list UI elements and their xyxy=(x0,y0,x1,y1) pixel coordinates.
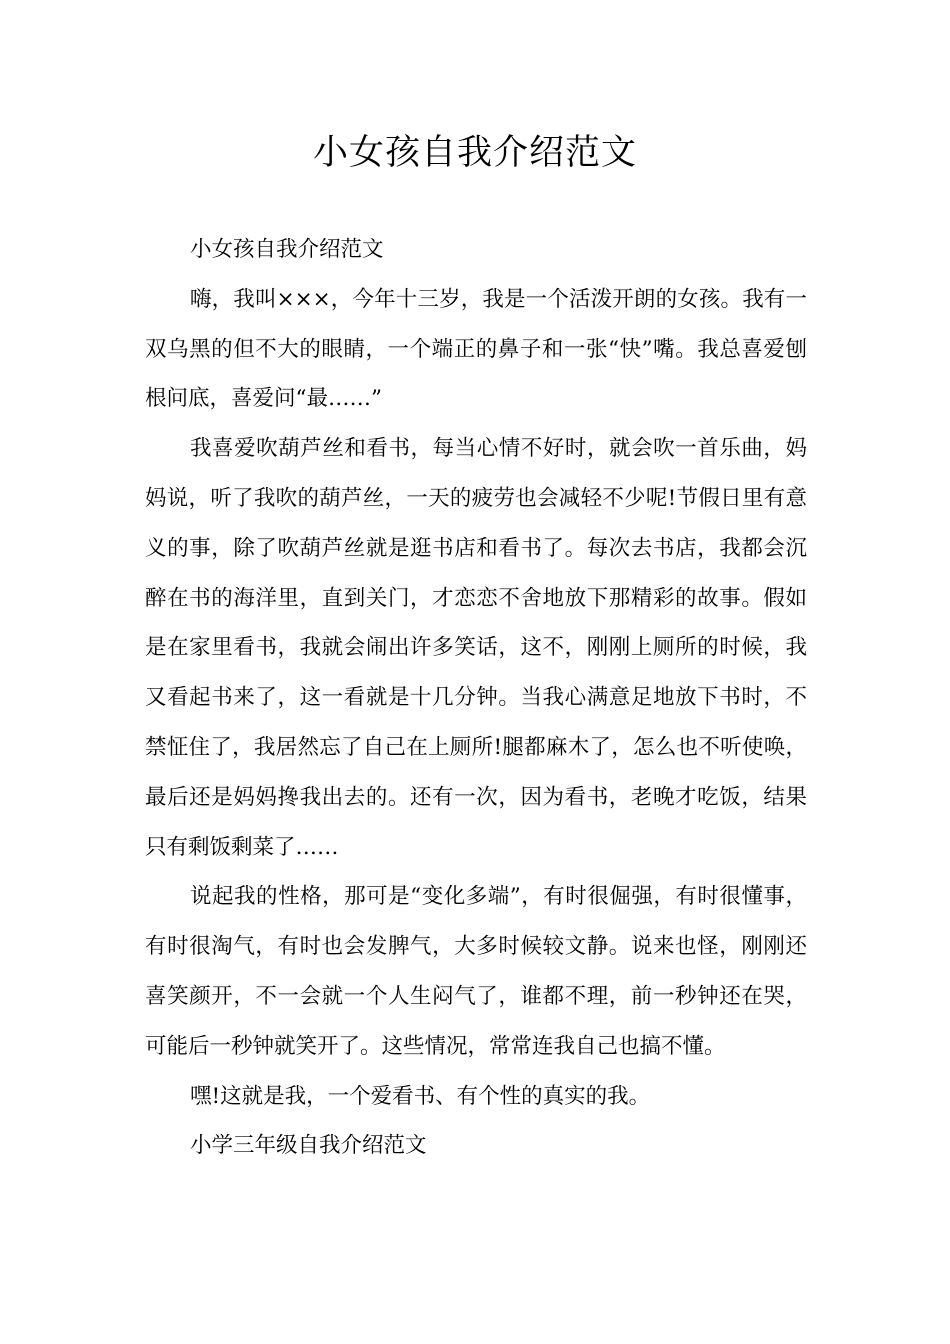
paragraph-closing: 嘿!这就是我，一个爱看书、有个性的真实的我。 xyxy=(190,1083,651,1109)
paragraph-intro: 嗨，我叫×××，今年十三岁，我是一个活泼开朗的女孩。我有一双乌黑的但不大的眼睛，一个端正的鼻子和一张“快”嘴。我总喜爱刨根问底，喜爱问“最……” xyxy=(145,286,807,412)
document-body xyxy=(145,225,807,1171)
document-title: 小女孩自我介绍范文 xyxy=(312,133,637,173)
paragraph-hobbies: 我喜爱吹葫芦丝和看书，每当心情不好时，就会吹一首乐曲，妈妈说，听了我吹的葫芦丝，一天的疲劳也会减轻不少呢!节假日里有意义的事，除了吹葫芦丝就是逛书店和看书了。每次去书店，我都会沉醉在书的海洋里，直到关门，才恋恋不舍地放下那精彩的故事。假如是在家里看书，我就会闹出许多笑话，这不，刚刚上厕所的时候，我又看起书来了，这一看就是十几分钟。当我心满意足地放下书时，不禁怔住了，我居然忘了自己在上厕所!腿都麻木了，怎么也不听使唤，最后还是妈妈搀我出去的。还有一次，因为看书，老晚才吃饭，结果只有剩饭剩菜了…… xyxy=(145,436,807,860)
paragraph-subtitle: 小女孩自我介绍范文 xyxy=(190,237,384,262)
paragraph-personality: 说起我的性格，那可是“变化多端”，有时很倔强，有时很懂事，有时很淘气，有时也会发脾气，大多时候较文静。说来也怪，刚刚还喜笑颜开，不一会就一个人生闷气了，谁都不理，前一秒钟还在哭，可能后一秒钟就笑开了。这些情况，常常连我自己也搞不懂。 xyxy=(145,884,807,1059)
paragraph-next-heading: 小学三年级自我介绍范文 xyxy=(190,1133,427,1159)
